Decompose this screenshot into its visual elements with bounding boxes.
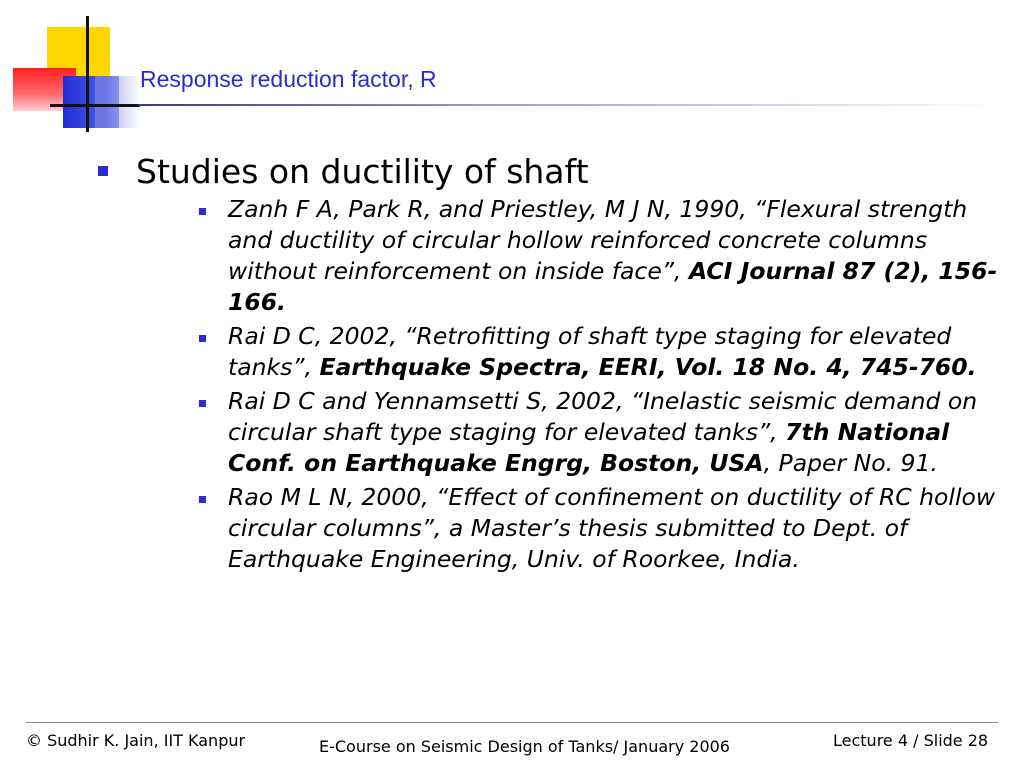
reference-source: ACI Journal 87 (2), 156-166.: [228, 257, 998, 316]
footer-divider: [26, 722, 998, 723]
reference-item: [228, 386, 998, 479]
square-bullet-icon: [199, 208, 206, 215]
reference-source: Earthquake Spectra, EERI, Vol. 18 No. 4, 745-760.: [319, 353, 977, 381]
vertical-line-decoration: [86, 16, 89, 132]
reference-text: Rai D C and Yennamsetti S, 2002, “Inelastic seismic demand on circular shaft type staging for elevated tanks”,: [228, 387, 978, 446]
slide-logo-decoration: [0, 0, 160, 140]
footer-course: E-Course on Seismic Design of Tanks/ January 2006: [319, 737, 730, 756]
reference-source: 7th National Conf. on Earthquake Engrg, Boston, USA: [228, 418, 950, 477]
reference-item: [228, 482, 998, 575]
square-bullet-icon: [199, 400, 206, 407]
horizontal-line-decoration: [50, 104, 140, 107]
reference-text: Rai D C, 2002, “Retrofitting of shaft type staging for elevated tanks”,: [228, 322, 952, 381]
reference-text: Zanh F A, Park R, and Priestley, M J N, 1990, “Flexural strength and ductility of circular hollow reinforced concrete columns without reinforcement on inside face”,: [228, 195, 968, 285]
reference-list: [98, 194, 998, 575]
square-bullet-icon: [199, 496, 206, 503]
reference-tail: , Paper No. 91.: [763, 449, 938, 477]
square-bullet-icon: [199, 335, 206, 342]
footer-slide-number: Lecture 4 / Slide 28: [833, 731, 989, 750]
square-bullet-icon: [98, 166, 108, 176]
slide-title: Response reduction factor, R: [140, 66, 437, 92]
footer-copyright: © Sudhir K. Jain, IIT Kanpur: [26, 731, 246, 750]
reference-item: [228, 194, 998, 318]
blue-fade-decoration: [95, 76, 140, 128]
reference-tail: .: [792, 545, 800, 573]
reference-item: [228, 321, 998, 383]
main-bullet-text: Studies on ductility of shaft: [136, 152, 589, 191]
slide-body: [98, 152, 998, 578]
main-bullet: [98, 152, 998, 192]
title-underline: [138, 104, 998, 106]
reference-text: Rao M L N, 2000, “Effect of confinement on ductility of RC hollow circular columns”, a Master’s thesis submitted to Dept. of Earthquake Engineering, Univ. of Roorkee, India: [228, 483, 996, 573]
